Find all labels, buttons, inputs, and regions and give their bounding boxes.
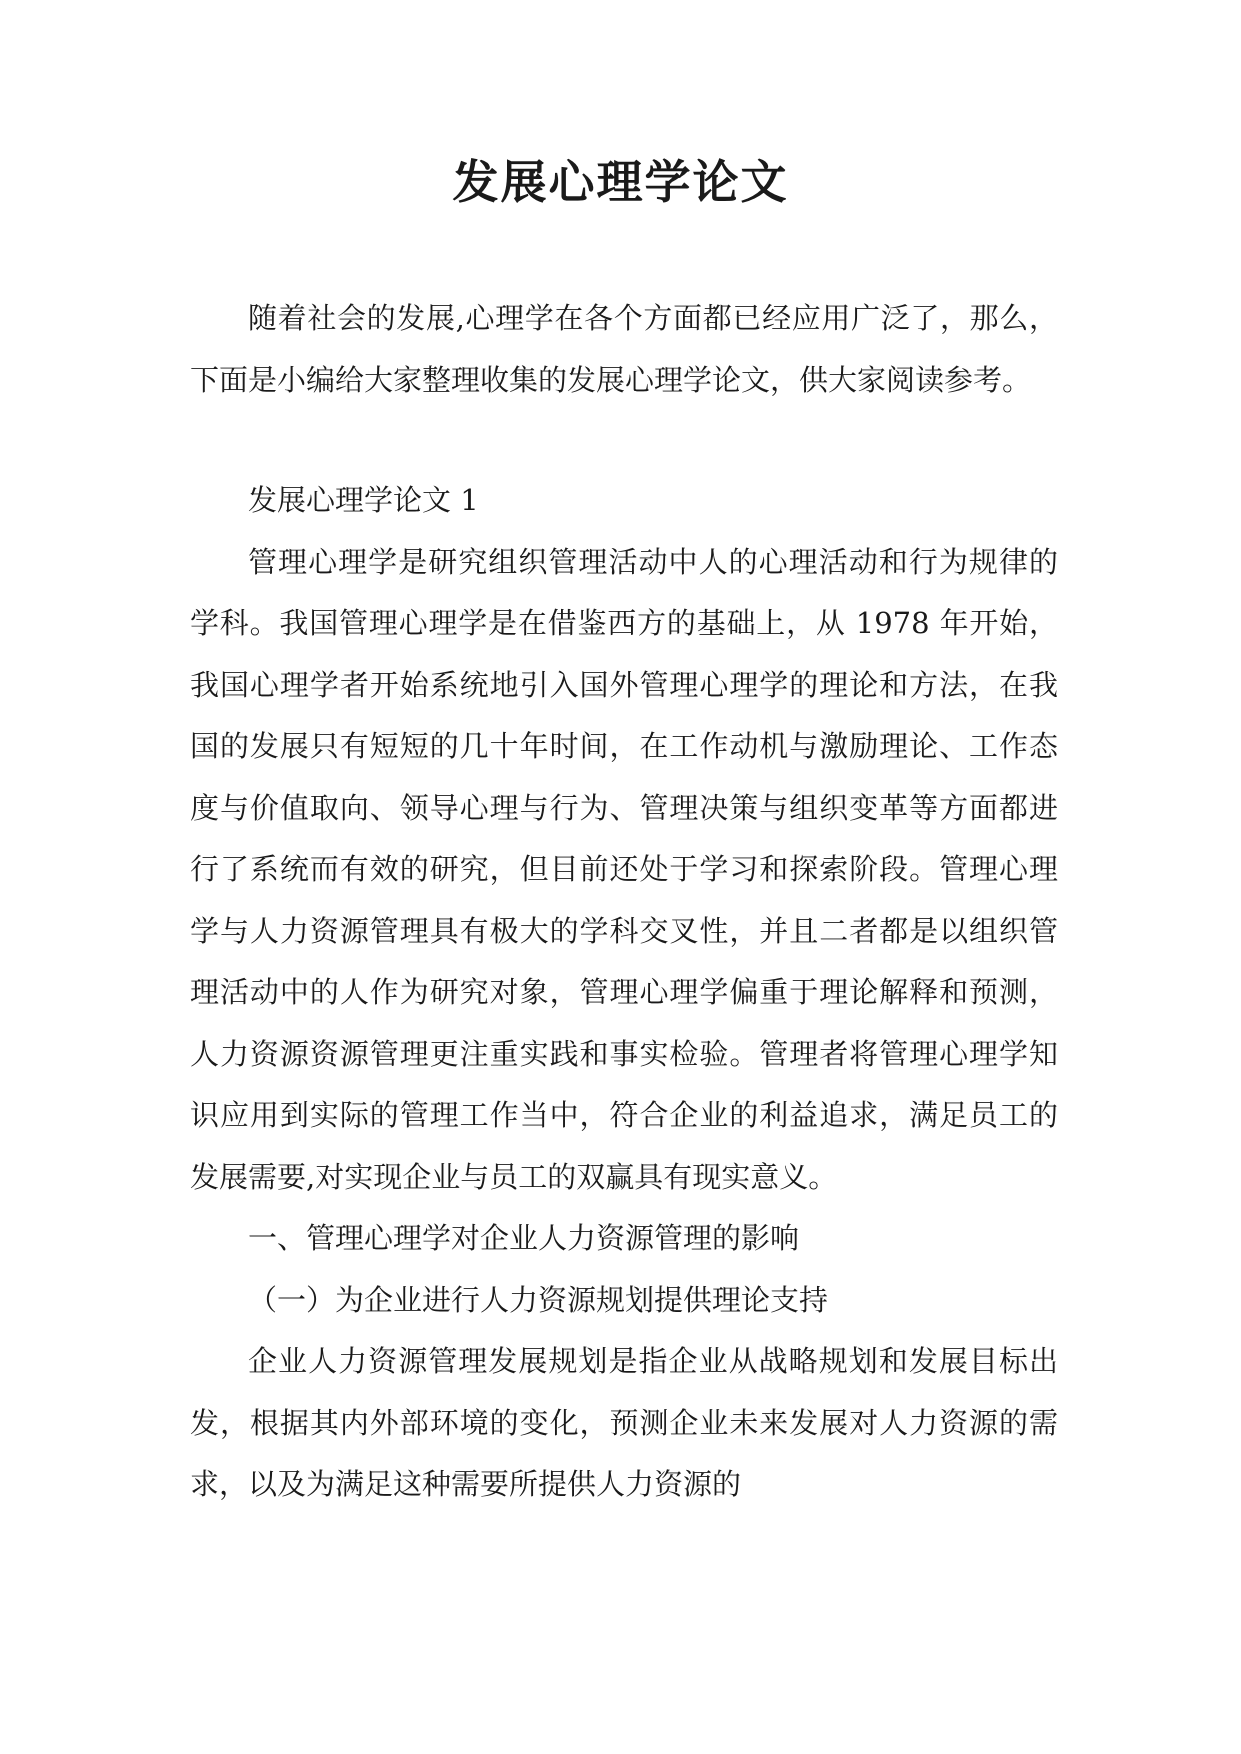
subsection-heading: （一）为企业进行人力资源规划提供理论支持 <box>248 1282 829 1317</box>
document-title: 发展心理学论文 <box>452 155 789 209</box>
section-heading: 一、管理心理学对企业人力资源管理的影响 <box>248 1221 800 1255</box>
intro-paragraph: 随着社会的发展,心理学在各个方面都已经应用广泛了，那么，下面是小编给大家整理收集的发展心理学论文，供大家阅读参考。 <box>190 301 1058 397</box>
section-title: 发展心理学论文 1 <box>248 483 479 517</box>
body-paragraph: 企业人力资源管理发展规划是指企业从战略规划和发展目标出发，根据其内外部环境的变化，预测企业未来发展对人力资源的需求，以及为满足这种需要所提供人力资源的 <box>190 1344 1058 1501</box>
body-paragraph: 管理心理学是研究组织管理活动中人的心理活动和行为规律的学科。我国管理心理学是在借鉴西方的基础上，从 1978 年开始，我国心理学者开始系统地引入国外管理心理学的理论和方法，在我国的发展只有短短的几十年时间，在工作动机与激励理论、工作态度与价值取向、领导心理与行为、管理决策与组织变革等方面都进行了系统而有效的研究，但目前还处于学习和探索阶段。管理心理学与人力资源管理具有极大的学科交叉性，并且二者都是以组织管理活动中的人作为研究对象，管理心理学偏重于理论解释和预测，人力资源资源管理更注重实践和事实检验。管理者将管理心理学知识应用到实际的管理工作当中，符合企业的利益追求，满足员工的发展需要,对实现企业与员工的双赢具有现实意义。 <box>190 544 1058 1194</box>
document-body <box>190 288 1058 1516</box>
